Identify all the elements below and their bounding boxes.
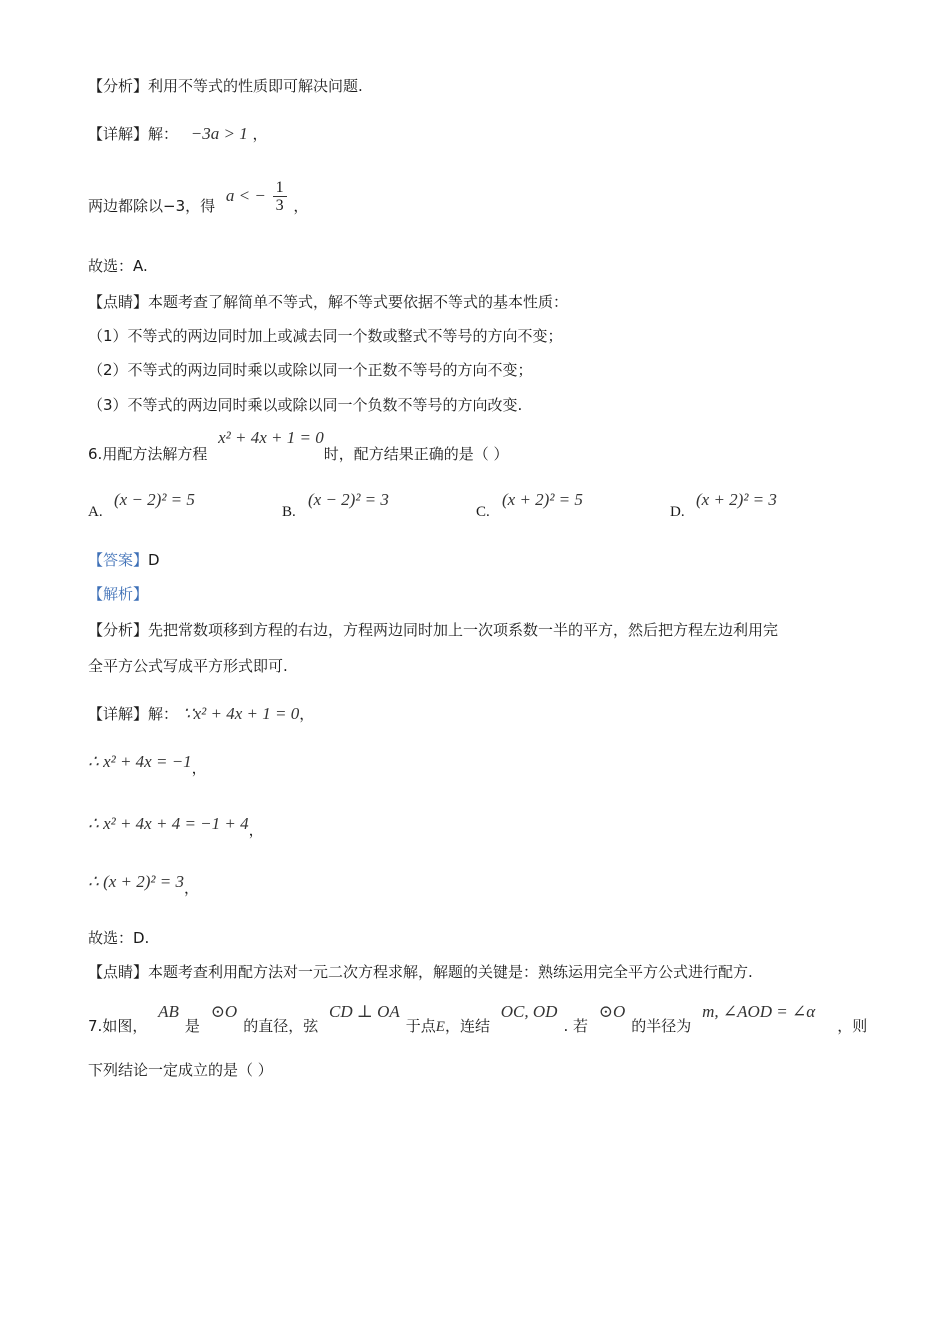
q6-stem-after: 时，配方结果正确的是（ ） (323, 445, 509, 463)
option-d-expr: (x + 2)² = 3 (696, 490, 777, 509)
detail-label: 【详解】解： (88, 125, 179, 143)
divide-lhs: a < − (225, 186, 266, 205)
rule-2: （2）不等式的两边同时乘以或除以同一个正数不等号的方向不变； (88, 361, 533, 379)
detail-math: −3a > 1 (190, 124, 248, 143)
q7-text-2: 是 (184, 1017, 200, 1035)
option-a-label: A. (88, 504, 103, 520)
option-c-label: C. (476, 504, 490, 520)
remark-a: 【点睛】本题考查了解简单不等式，解不等式要依据不等式的基本性质： (88, 293, 569, 311)
q6-step2: ∴ x² + 4x + 4 = −1 + 4 (88, 814, 249, 833)
q7-oc-od: OC, OD (500, 1002, 558, 1021)
q6-step0-tail: ， (299, 705, 315, 723)
fraction-denominator: 3 (275, 197, 284, 214)
q7-text-7: 的半径为 (631, 1017, 692, 1035)
q7-text-3: 的直径，弦 (243, 1017, 319, 1035)
q6-step0: ∵x² + 4x + 1 = 0 (182, 704, 300, 723)
option-b-label: B. (282, 504, 296, 520)
q7-circle-o: ⊙O (210, 1002, 238, 1021)
option-b-expr: (x − 2)² = 3 (308, 490, 389, 509)
q6-step2-line (88, 814, 264, 839)
q7-ab: AB (158, 1002, 179, 1021)
divide-fraction (273, 179, 287, 214)
rule-1: （1）不等式的两边同时加上或减去同一个数或整式不等号的方向不变； (88, 327, 563, 345)
q7-text-8: ，则 (837, 1017, 868, 1035)
q7-circle-o-2: ⊙O (598, 1002, 626, 1021)
q7-text-4: 于点 (405, 1017, 436, 1035)
q7-number: 7. (88, 1017, 103, 1035)
rule-3: （3）不等式的两边同时乘以或除以同一个负数不等号的方向改变. (88, 396, 523, 414)
divide-line (88, 178, 308, 214)
answer-value: D (148, 551, 160, 569)
q6-step3: ∴ (x + 2)² = 3 (88, 872, 184, 891)
analysis-text: 【分析】利用不等式的性质即可解决问题. (88, 77, 363, 95)
q6-step2-tail: ， (248, 821, 264, 839)
q6-detail-line (88, 704, 314, 724)
q7-text-6: . 若 (563, 1017, 588, 1035)
q6-remark: 【点睛】本题考查利用配方法对一元二次方程求解，解题的关键是：熟练运用完全平方公式进行配方. (88, 963, 753, 981)
detail-line (88, 124, 268, 144)
option-c-expr: (x + 2)² = 5 (502, 490, 583, 509)
q6-step1-tail: ， (191, 759, 207, 777)
choose-a: 故选：A. (88, 257, 148, 275)
q7-stem-line-2: 下列结论一定成立的是（ ） (88, 1061, 273, 1079)
q7-radius-angle: m, ∠AOD = ∠α (702, 1002, 816, 1021)
q6-stem-before: 用配方法解方程 (102, 445, 208, 463)
q6-number: 6. (88, 445, 103, 463)
option-a-expr: (x − 2)² = 5 (114, 490, 195, 509)
q6-stem (88, 428, 509, 464)
q6-detail-label: 【详解】解： (88, 705, 179, 723)
q6-answer (88, 550, 160, 570)
q6-step1-line (88, 752, 207, 777)
q6-step3-line (88, 872, 199, 897)
q6-equation: x² + 4x + 1 = 0 (218, 428, 324, 447)
answer-label: 【答案】 (88, 551, 149, 569)
q7-point-e: E (435, 1019, 445, 1035)
q7-text-5: ，连结 (444, 1017, 490, 1035)
q7-cd-perp-oa: CD ⊥ OA (329, 1002, 400, 1021)
detail-tail: ， (252, 125, 268, 143)
q6-choose: 故选：D. (88, 929, 150, 947)
q7-stem-line-1 (88, 998, 867, 1039)
q6-step3-tail: ， (183, 879, 199, 897)
q7-text-1: 如图， (102, 1017, 148, 1035)
divide-text: 两边都除以−3，得 (88, 197, 216, 215)
q6-analysis-2: 全平方公式写成平方形式即可. (88, 657, 288, 675)
divide-tail: ， (293, 197, 309, 215)
option-d-label: D. (670, 504, 685, 520)
fraction-numerator: 1 (273, 179, 287, 197)
q6-analysis-1: 【分析】先把常数项移到方程的右边，方程两边同时加上一次项系数一半的平方，然后把方程左边利用完 (88, 621, 779, 639)
q6-explain-label: 【解析】 (88, 585, 149, 603)
q6-step1: ∴ x² + 4x = −1 (88, 752, 192, 771)
